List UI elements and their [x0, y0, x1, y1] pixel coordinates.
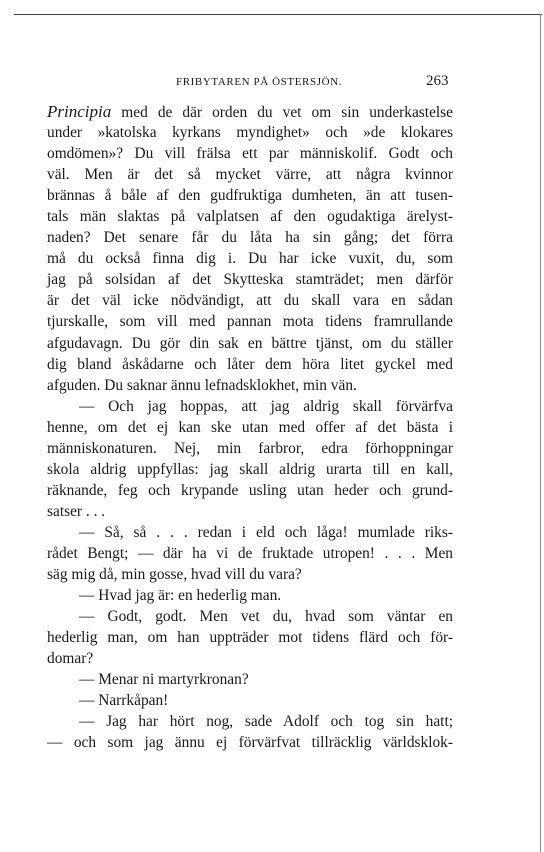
- text-line: — Menar ni martyrkronan?: [79, 671, 249, 689]
- text-line: — Så, så . . . redan i eld och låga! mumlade riks-: [79, 523, 453, 541]
- running-head: FRIBYTAREN PÅ ÖSTERSJÖN.: [176, 76, 343, 88]
- text-line: jag på solsidan af det Skytteska stamträdet; men därför: [47, 271, 453, 289]
- text-line: hederlig man, om han uppträder mot tidens flärd och för-: [47, 629, 453, 647]
- text-line: är det väl icke nödvändigt, att du skall vara en sådan: [47, 292, 453, 310]
- text-line: — Godt, godt. Men vet du, hvad som väntar en: [79, 608, 453, 626]
- text-line-rest: med de där orden du vet om sin underkastelse: [111, 104, 453, 121]
- text-line: — Och jag hoppas, att jag aldrig skall förvärfva: [79, 397, 453, 415]
- text-line: under »katolska kyrkans myndighet» och »de klokares: [47, 124, 453, 142]
- text-line: — och som jag ännu ej förvärfvat tillräcklig världsklok-: [47, 734, 453, 752]
- body-text: [47, 101, 453, 753]
- text-line: — Narrkåpan!: [79, 692, 169, 710]
- text-line: — Jag har hört nog, sade Adolf och tog sin hatt;: [79, 713, 453, 731]
- text-line: omdömen»? Du vill frälsa ett par människolif. Godt och: [47, 145, 453, 163]
- text-line: människonaturen. Nej, min farbror, edra förhoppningar: [47, 439, 453, 457]
- text-line: rådet Bengt; — där ha vi de fruktade utropen! . . . Men: [47, 544, 453, 562]
- text-line: domar?: [47, 650, 94, 668]
- text-line: — Hvad jag är: en hederlig man.: [79, 587, 282, 605]
- text-line: räknande, feg och krypande usling utan heder och grund-: [47, 481, 453, 499]
- page-number: 263: [426, 73, 449, 89]
- text-line: må du också finna dig i. Du har icke vuxit, du, som: [47, 250, 453, 268]
- text-line: satser . . .: [47, 502, 106, 520]
- text-line: väl. Men är det så mycket värre, att några kvinnor: [47, 166, 453, 184]
- text-line: säg mig då, min gosse, hvad vill du vara?: [47, 566, 302, 584]
- text-line: skola aldrig uppfyllas: jag skall aldrig urarta till en kall,: [47, 460, 453, 478]
- italic-first-word: Principia: [47, 102, 112, 121]
- top-border-rule: [14, 14, 542, 15]
- right-border-rule: [540, 14, 541, 852]
- text-line: dig bland åskådarne och låter dem höra litet gyckel med: [47, 355, 453, 373]
- text-line: afguden. Du saknar ännu lefnadsklokhet, min vän.: [47, 376, 357, 394]
- text-line: tals män slaktas på valplatsen af den ogudaktiga ärelyst-: [47, 208, 453, 226]
- text-line: naden? Det senare får du låta ha sin gång; det förra: [47, 229, 453, 247]
- text-line: henne, om det ej kan ske utan med offer af det bästa i: [47, 418, 453, 436]
- text-line: afgudavagn. Du gör din sak en bättre tjänst, om du ställer: [47, 334, 453, 352]
- text-line: tjurskalle, som vill med pannan mota tidens framrullande: [47, 313, 453, 331]
- text-line: brännas å båle af den gudfruktiga dumheten, än att tusen-: [47, 187, 453, 205]
- text-line: [47, 101, 453, 122]
